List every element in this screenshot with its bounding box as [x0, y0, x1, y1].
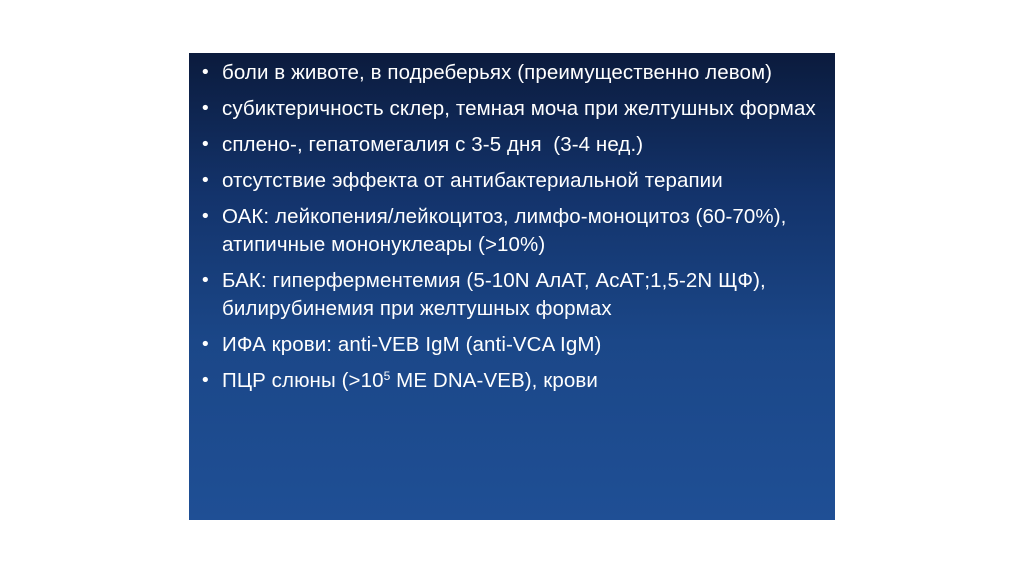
bullet-dot-icon: • [200, 170, 211, 191]
list-item [189, 203, 835, 259]
superscript-exponent: 5 [383, 369, 391, 383]
bullet-dot-icon: • [200, 334, 211, 355]
bullet-text: ОАК: лейкопения/лейкоцитоз, лимфо-моноцитоз (60-70%), атипичные мононуклеары (>10%) [222, 205, 787, 256]
bullet-text: БАК: гиперферментемия (5-10N АлАТ, АсАТ;1,5-2N ЩФ), билирубинемия при желтушных формах [222, 269, 766, 320]
bullet-dot-icon: • [200, 98, 211, 119]
bullet-text: субиктеричность склер, темная моча при желтушных формах [222, 97, 816, 120]
list-item [189, 167, 835, 195]
list-item [189, 59, 835, 87]
bullet-text: ИФА крови: anti-VEB IgM (anti-VCA IgM) [222, 333, 602, 356]
list-item [189, 131, 835, 159]
bullet-text-end: МЕ DNA-VEB), крови [390, 369, 598, 392]
bullet-dot-icon: • [200, 270, 211, 291]
list-item [189, 95, 835, 123]
bullet-text: боли в животе, в подреберьях (преимущественно левом) [222, 61, 773, 84]
bullet-text [222, 369, 598, 392]
bullet-text-start: ПЦР слюны (>10 [222, 369, 384, 392]
bullet-text: сплено-, гепатомегалия с 3-5 дня (3-4 нед.) [222, 133, 644, 156]
bullet-text: отсутствие эффекта от антибактериальной терапии [222, 169, 723, 192]
bullet-list [189, 59, 835, 403]
list-item [189, 267, 835, 323]
list-item [189, 331, 835, 359]
bullet-dot-icon: • [200, 206, 211, 227]
bullet-dot-icon: • [200, 370, 211, 391]
slide [189, 53, 835, 520]
bullet-dot-icon: • [200, 134, 211, 155]
bullet-dot-icon: • [200, 62, 211, 83]
list-item [189, 367, 835, 395]
